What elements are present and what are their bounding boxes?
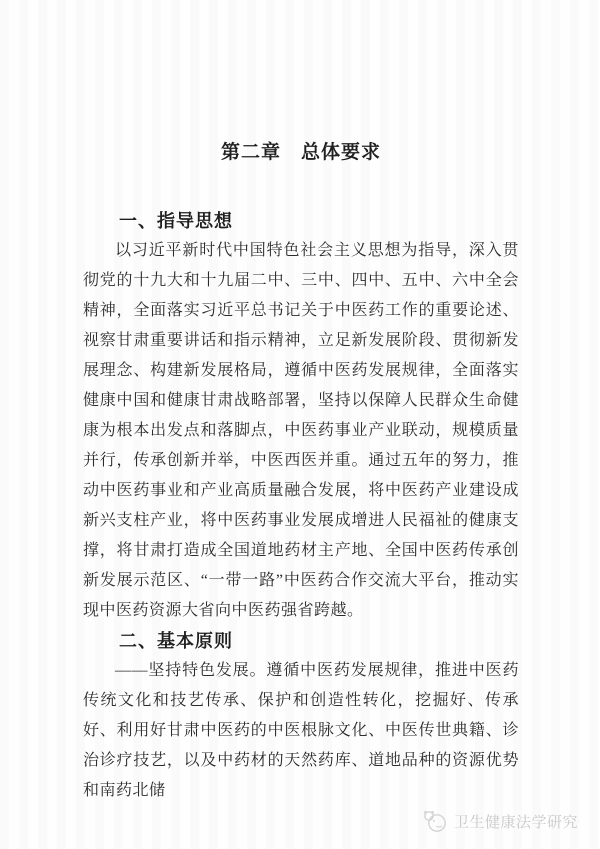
chapter-title: 第二章 总体要求 xyxy=(220,142,381,163)
panda-face-icon xyxy=(421,808,449,834)
paragraph-basic-principles: ——坚持特色发展。遵循中医药发展规律，推进中医药传统文化和技艺传承、保护和创造性转化，挖掘好、传承好、利用好甘肃中医药的中医根脉文化、中医传世典籍、诊治诊疗技艺，以及中药材的天然药库、道地品种的资源优势和南药北储 xyxy=(83,662,519,799)
watermark xyxy=(421,808,578,834)
section-heading-guiding-thought: 一、指导思想 xyxy=(119,211,233,231)
page-content xyxy=(83,140,519,806)
section-heading-basic-principles: 二、基本原则 xyxy=(119,631,233,651)
watermark-text: 卫生健康法学研究 xyxy=(453,813,578,831)
paragraph-guiding-thought: 以习近平新时代中国特色社会主义思想为指导，深入贯彻党的十九大和十九届二中、三中、四中、五中、六中全会精神，全面落实习近平总书记关于中医药工作的重要论述、视察甘肃重要讲话和指示精神，立足新发展阶段、贯彻新发展理念、构建新发展格局，遵循中医药发展规律，全面落实健康中国和健康甘肃战略部署，坚持以保障人民群众生命健康为根本出发点和落脚点，中医药事业产业联动，规模质量并行，传承创新并举，中医西医并重。通过五年的努力，推动中医药事业和产业高质量融合发展，将中医药产业建设成新兴支柱产业，将中医药事业发展成增进人民福祉的健康支撑，将甘肃打造成全国道地药材主产地、全国中医药传承创新发展示范区、“一带一路”中医药合作交流大平台，推动实现中医药资源大省向中医药强省跨越。 xyxy=(83,242,519,619)
